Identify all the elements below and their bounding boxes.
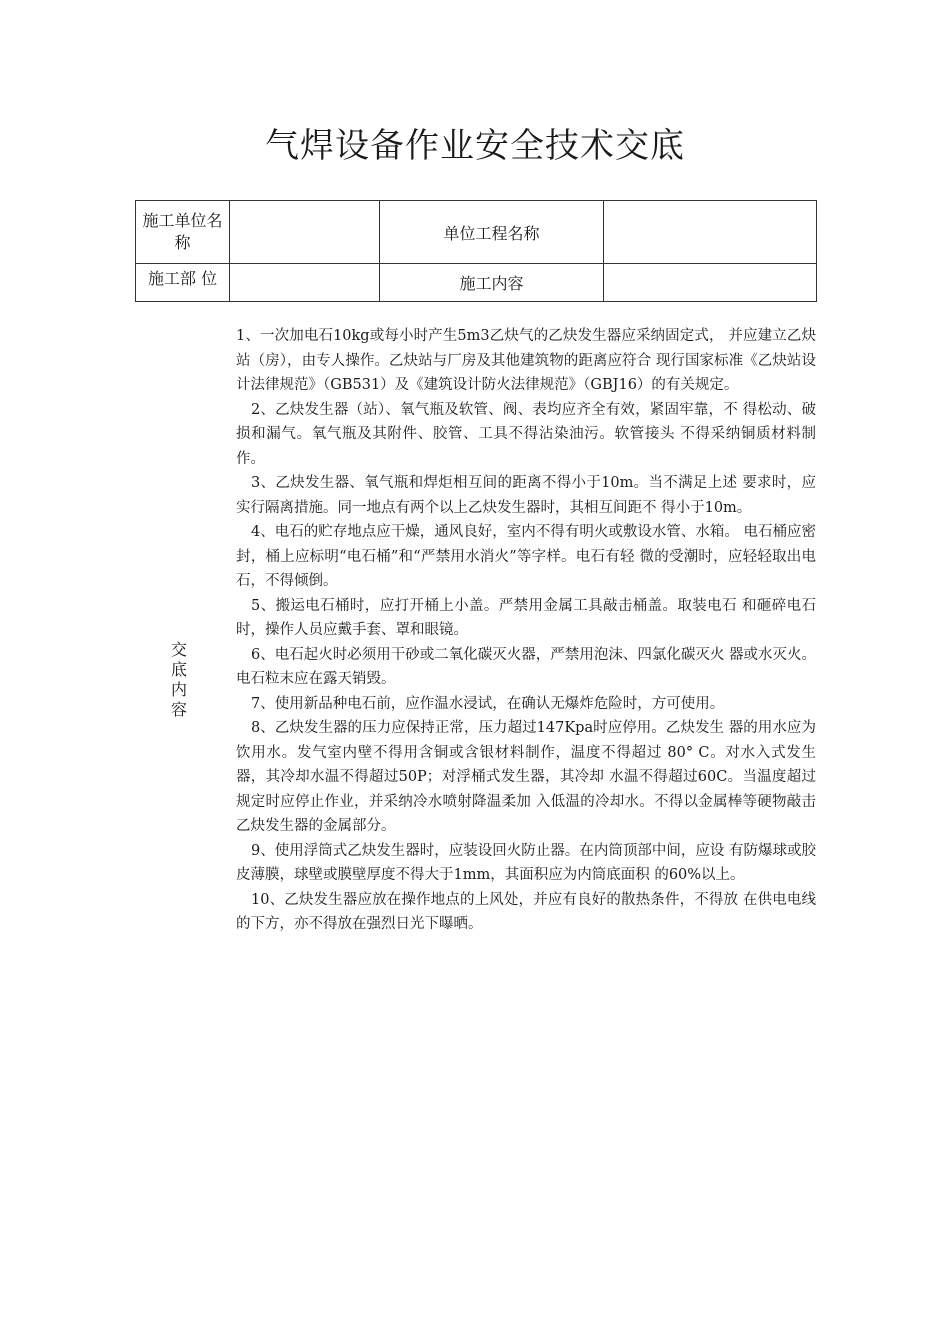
side-label-char: 交 (170, 640, 187, 659)
paragraph-6: 6、电石起火时必须用干砂或二氧化碳灭火器，严禁用泡沫、四氯化碳灭火 器或水灭火。电石粒末应在露天销毁。 (236, 646, 816, 687)
side-label-char: 容 (170, 700, 187, 719)
paragraph-8: 8、乙炔发生器的压力应保持正常，压力超过147Kpa时应停用。乙炔发生 器的用水应为饮用水。发气室内壁不得用含铜或含银材料制作，温度不得超过 80° C。对水入式发生器，其冷却水温不得超过50P；对浮桶式发生器，其冷却 水温不得超过60C。当温度超过规定时应停止作业，并采纳冷水喷射降温柔加 入低温的冷却水。不得以金属棒等硬物敲击乙炔发生器的金属部分。 (236, 720, 816, 834)
side-label-char: 内 (170, 680, 187, 699)
construction-content-label: 施工内容 (380, 264, 603, 302)
project-name-label: 单位工程名称 (380, 201, 603, 264)
document-title: 气焊设备作业安全技术交底 (265, 126, 685, 166)
side-label-char: 底 (170, 660, 187, 679)
paragraph-2: 2、乙炔发生器（站）、氧气瓶及软管、阀、表均应齐全有效，紧固牢靠，不 得松动、破损和漏气。氧气瓶及其附件、胶管、工具不得沾染油污。软管接头 不得采纳铜质材料制作。 (236, 401, 816, 467)
table-row (136, 201, 817, 264)
construction-part-label: 施工部 位 (136, 264, 230, 302)
paragraph-1: 1、一次加电石10kg或每小时产生5m3乙炔气的乙炔发生器应采纳固定式， 并应建立乙炔站（房），由专人操作。乙炔站与厂房及其他建筑物的距离应符合 现行国家标准《乙炔站设计法律规范》（GB531）及《建筑设计防火法律规范》（GBJ16）的有关规定。 (236, 328, 816, 393)
construction-part-value (230, 264, 380, 302)
paragraph-9: 9、使用浮筒式乙炔发生器时，应装设回火防止器。在内筒顶部中间，应设 有防爆球或胶皮薄膜，球壁或膜壁厚度不得大于1mm，其面积应为内筒底面积 的60%以上。 (236, 842, 816, 883)
table-row (136, 264, 817, 302)
paragraph-3: 3、乙炔发生器、氧气瓶和焊炬相互间的距离不得小于10m。当不满足上述 要求时，应实行隔离措施。同一地点有两个以上乙炔发生器时，其相互间距不 得小于10m。 (236, 475, 816, 516)
paragraph-7: 7、使用新品种电石前，应作温水浸试，在确认无爆炸危险时，方可使用。 (251, 695, 725, 712)
disclosure-content (236, 324, 816, 937)
paragraph-5: 5、搬运电石桶时，应打开桶上小盖。严禁用金属工具敲击桶盖。取装电石 和砸碎电石时，操作人员应戴手套、罩和眼镜。 (236, 597, 816, 638)
disclosure-content-label (170, 640, 188, 720)
unit-name-label: 施工单位名称 (136, 201, 230, 264)
construction-content-value (603, 264, 816, 302)
paragraph-4: 4、电石的贮存地点应干燥，通风良好，室内不得有明火或敷设水管、水箱。 电石桶应密封，桶上应标明“电石桶”和“严禁用水消火”等字样。电石有轻 微的受潮时，应轻轻取出电石，不得倾倒。 (236, 524, 816, 589)
unit-name-value (230, 201, 380, 264)
project-info-table (135, 200, 817, 302)
paragraph-10: 10、乙炔发生器应放在操作地点的上风处，并应有良好的散热条件，不得放 在供电电线的下方，亦不得放在强烈日光下曝晒。 (236, 891, 816, 932)
project-name-value (603, 201, 816, 264)
